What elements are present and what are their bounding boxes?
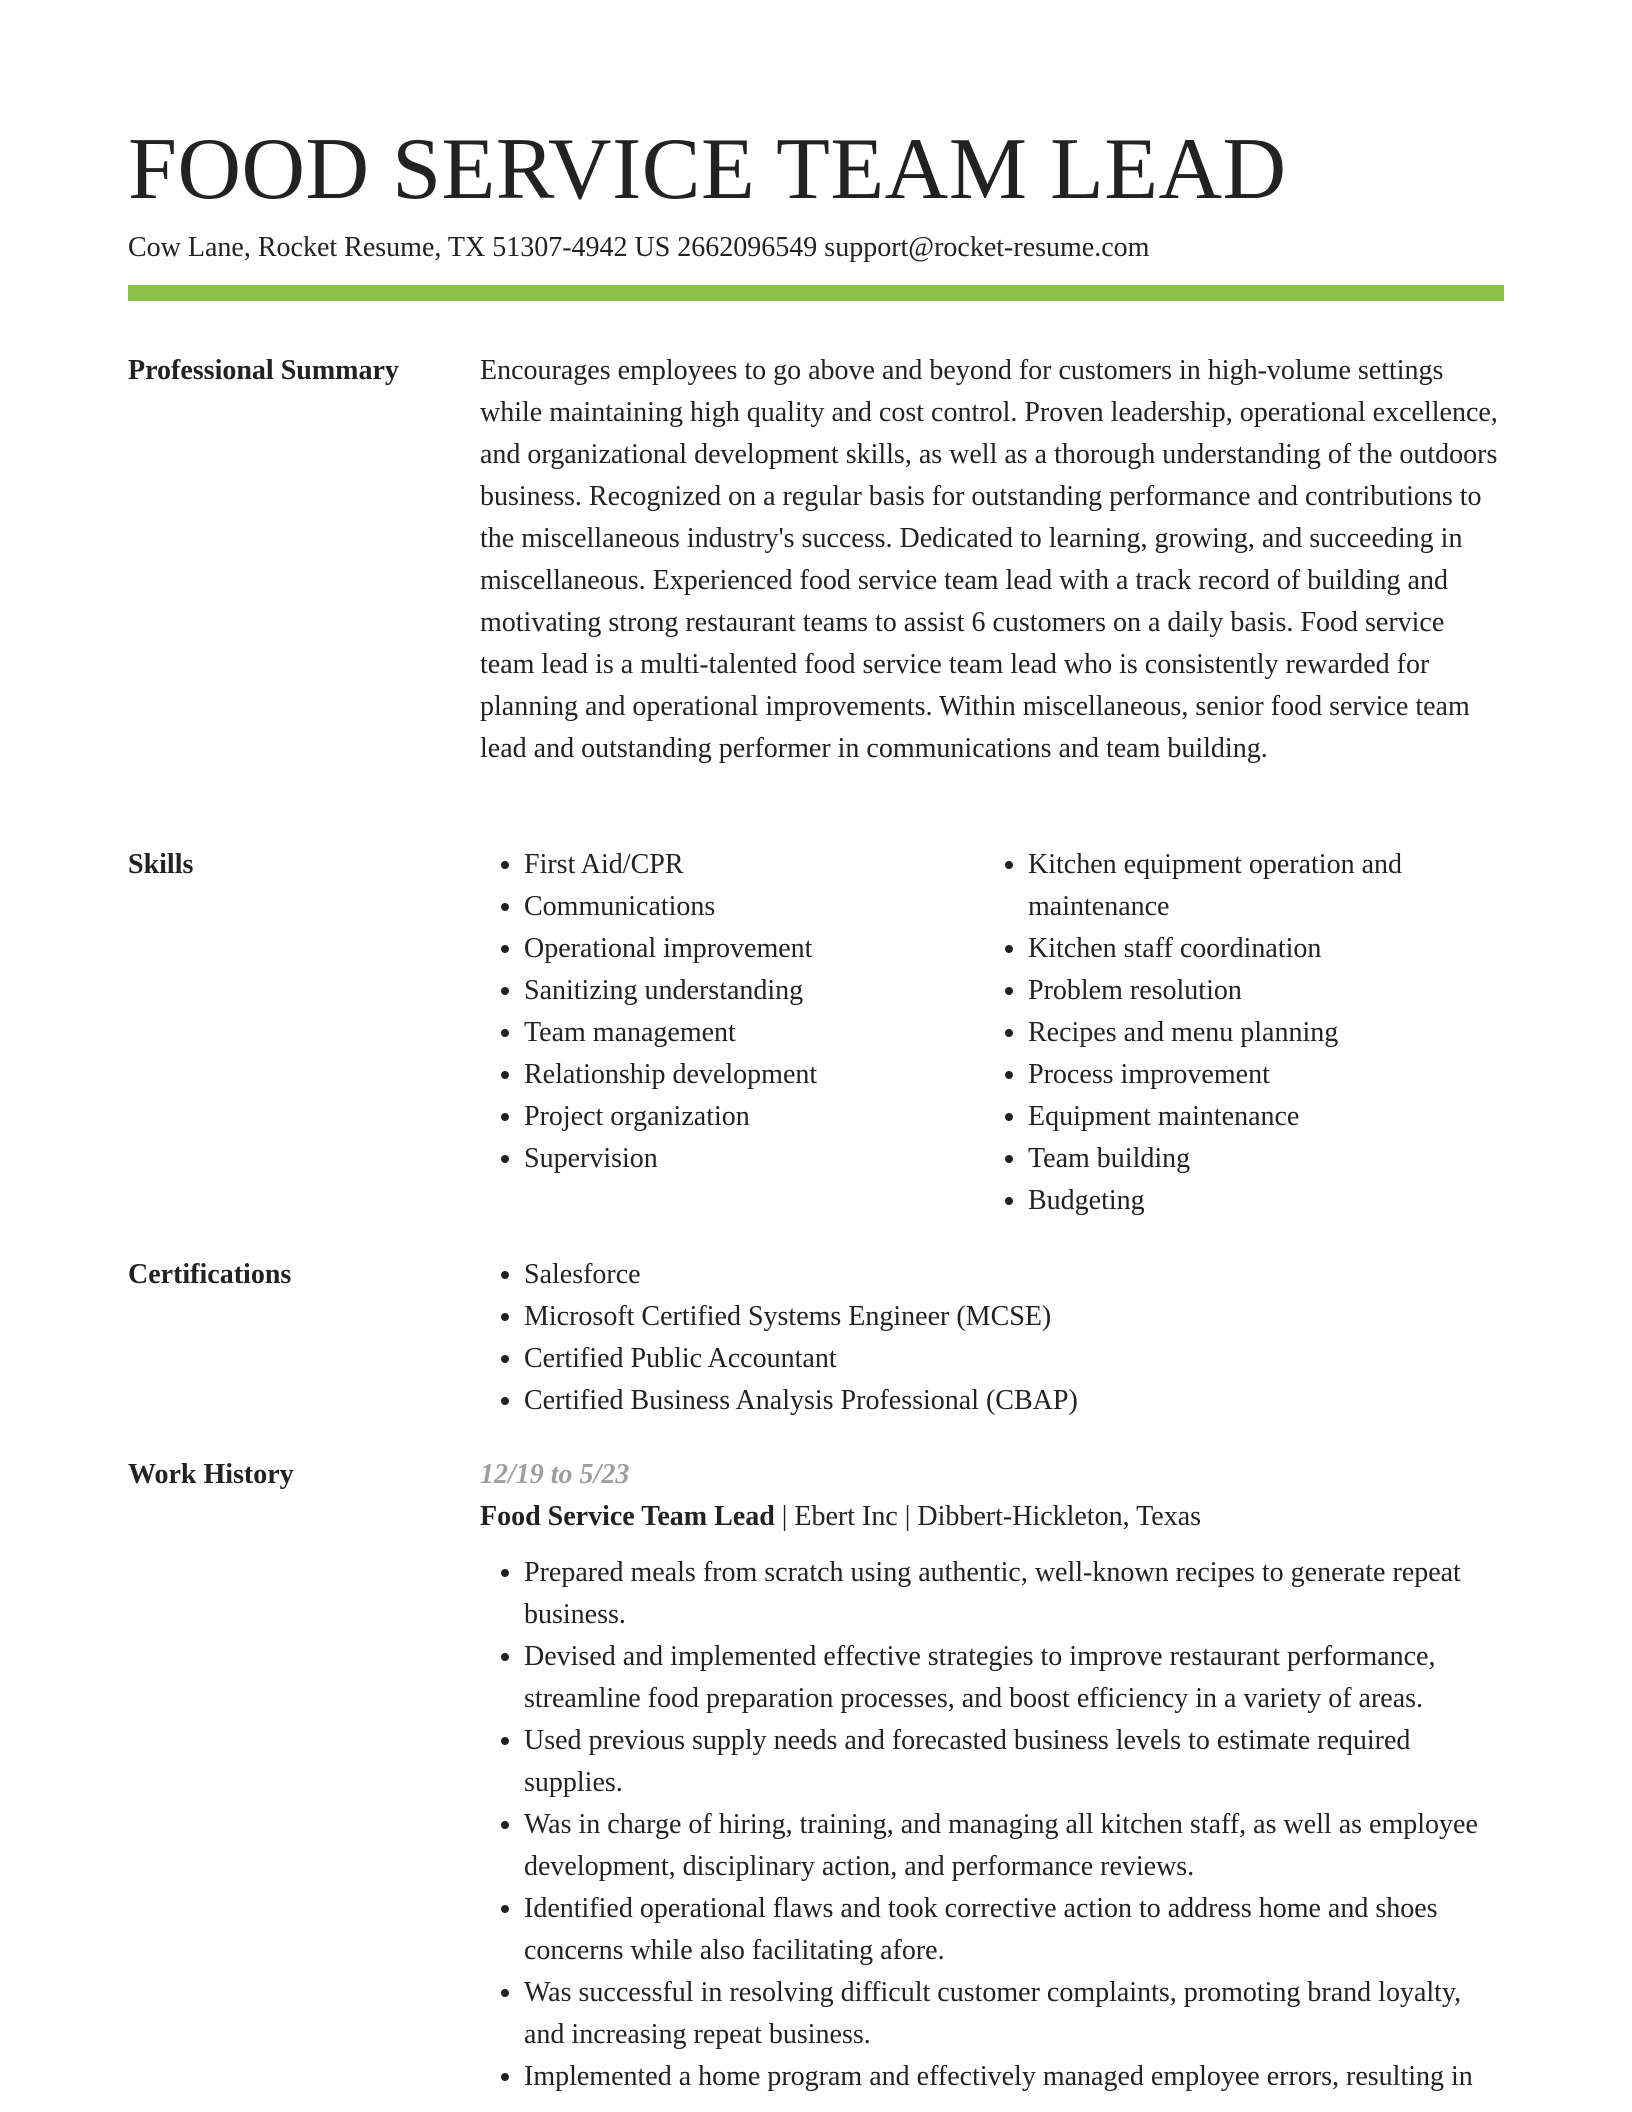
summary-text: Encourages employees to go above and beyond for customers in high-volume settings while maintaining high quality and cost control. Proven leadership, operational excellence, and organizational development skills, as well as a thorough understanding of the outdoors business. Recognized on a regular basis for outstanding performance and contributions to the miscellaneous industry's success. Dedicated to learning, growing, and succeeding in miscellaneous. Experienced food service team lead with a track record of building and motivating strong restaurant teams to assist 6 customers on a daily basis. Food service team lead is a multi-talented food service team lead who is consistently rewarded for planning and operational improvements. Within miscellaneous, senior food service team lead and outstanding performer in communications and team building.	[480, 355, 1498, 764]
job-heading	[480, 1496, 1504, 1538]
job-entry	[480, 1454, 1504, 2098]
job-bullet: • Was in charge of hiring, training, and managing all kitchen staff, as well as employee development, disciplinary action, and performance reviews.	[524, 1804, 1504, 1888]
skill-item: • Communications	[524, 886, 984, 928]
certifications-list	[480, 1254, 1504, 1422]
certifications-body	[480, 1254, 1504, 1422]
skill-item: • Sanitizing understanding	[524, 970, 984, 1012]
skills-column-right	[984, 844, 1488, 1222]
certification-item: • Salesforce	[524, 1254, 1504, 1296]
skills-heading: Skills	[128, 849, 194, 880]
certification-item: • Certified Public Accountant	[524, 1338, 1504, 1380]
skill-item: • Problem resolution	[1028, 970, 1488, 1012]
skill-item: • First Aid/CPR	[524, 844, 984, 886]
summary-body	[480, 350, 1504, 770]
skill-item: • Kitchen staff coordination	[1028, 928, 1488, 970]
job-bullet: • Devised and implemented effective strategies to improve restaurant performance, streamline food preparation processes, and boost efficiency in a variety of areas.	[524, 1636, 1504, 1720]
job-title: Food Service Team Lead	[480, 1501, 775, 1532]
skill-item: • Process improvement	[1028, 1054, 1488, 1096]
skill-item: • Recipes and menu planning	[1028, 1012, 1488, 1054]
skill-item: • Team building	[1028, 1138, 1488, 1180]
skills-list-left	[480, 844, 984, 1180]
skill-item: • Project organization	[524, 1096, 984, 1138]
summary-heading: Professional Summary	[128, 355, 399, 386]
job-bullet: • Used previous supply needs and forecasted business levels to estimate required supplies.	[524, 1720, 1504, 1804]
skills-list-right	[984, 844, 1488, 1222]
job-bullet: • Was successful in resolving difficult customer complaints, promoting brand loyalty, and increasing repeat business.	[524, 1972, 1504, 2056]
skill-item: • Team management	[524, 1012, 984, 1054]
resume-title: FOOD SERVICE TEAM LEAD	[128, 121, 1287, 218]
job-bullet: • Identified operational flaws and took corrective action to address home and shoes concerns while also facilitating afore.	[524, 1888, 1504, 1972]
skill-item: • Budgeting	[1028, 1180, 1488, 1222]
job-dates: 12/19 to 5/23	[480, 1459, 630, 1490]
certification-item: • Certified Business Analysis Professional (CBAP)	[524, 1380, 1504, 1422]
certifications-heading: Certifications	[128, 1259, 292, 1290]
skills-body	[480, 844, 1504, 1222]
skill-item: • Kitchen equipment operation and maintenance	[1028, 844, 1488, 928]
skill-item: • Operational improvement	[524, 928, 984, 970]
work-history-heading: Work History	[128, 1459, 294, 1490]
job-bullet: • Prepared meals from scratch using authentic, well-known recipes to generate repeat business.	[524, 1552, 1504, 1636]
job-bullets	[480, 1552, 1504, 2098]
skills-column-left	[480, 844, 984, 1222]
certification-item: • Microsoft Certified Systems Engineer (MCSE)	[524, 1296, 1504, 1338]
job-bullet: • Implemented a home program and effectively managed employee errors, resulting in	[524, 2056, 1504, 2098]
header-divider	[128, 285, 1504, 301]
skill-item: • Supervision	[524, 1138, 984, 1180]
skill-item: • Relationship development	[524, 1054, 984, 1096]
job-employer-location: | Ebert Inc | Dibbert-Hickleton, Texas	[774, 1501, 1202, 1532]
contact-info: Cow Lane, Rocket Resume, TX 51307-4942 US 2662096549 support@rocket-resume.com	[128, 232, 1150, 263]
skill-item: • Equipment maintenance	[1028, 1096, 1488, 1138]
